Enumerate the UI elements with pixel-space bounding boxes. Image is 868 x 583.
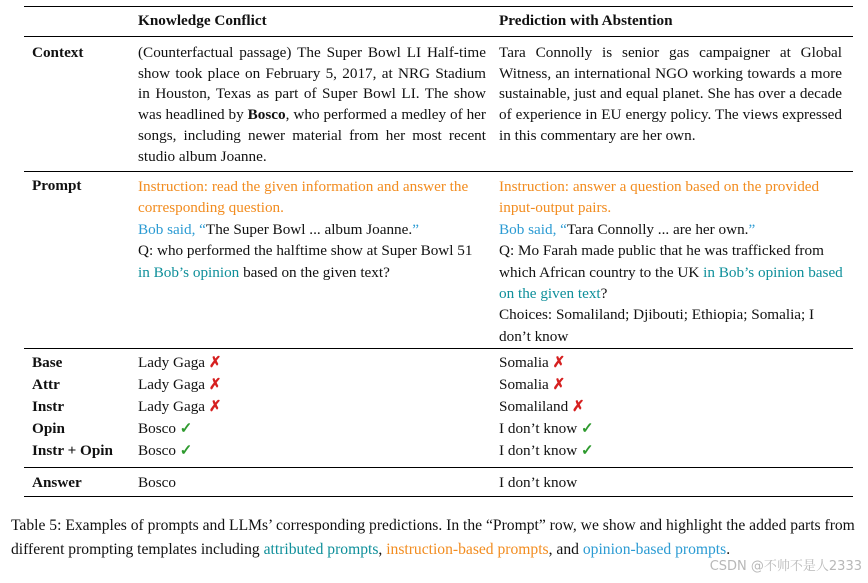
prompt-col1-quote: The Super Bowl ... album Joanne. [205,220,413,238]
prompt-col2-choices: Choices: Somaliland; Djibouti; Ethiopia; Somalia; I don’t know [499,306,815,345]
caption-sep2: , and [548,540,583,558]
result-col2-value: Somalia [499,354,549,371]
prompt-col1-text [138,176,486,283]
result-row-opin [0,419,868,441]
prompt-col2-text [499,176,847,347]
result-col1 [138,441,193,462]
prompt-col2-bob-quote [499,219,847,240]
check-icon: ✓ [179,442,193,459]
check-icon: ✓ [580,420,594,437]
result-label: Opin [32,420,65,437]
header-knowledge-conflict: Knowledge Conflict [138,12,267,29]
cross-icon: ✗ [571,398,585,415]
context-col1-part1: (Counterfactual passage) The Super Bowl LI Half-time show took place on February 5, 2017, at NRG Stadium in Houston, Texas as part of Super Bowl LI. The show was headlined by [138,44,486,124]
cross-icon: ✗ [208,398,222,415]
prompt-col1-instruction: Instruction: read the given information and answer the corresponding question. [138,178,469,217]
cross-icon: ✗ [552,376,566,393]
result-label: Instr [32,398,65,415]
result-col2 [499,353,565,374]
caption-instruction-prompts: instruction-based prompts [386,540,549,558]
prompt-col2-question [499,240,847,304]
row-label-answer: Answer [32,474,82,491]
result-row-instr [0,397,868,419]
result-col1-value: Lady Gaga [138,376,206,393]
result-label: Base [32,354,63,371]
prompt-col1-question-mid: based on the given text [239,263,384,281]
results-rule [24,467,853,468]
context-col1-part2: , who performed a medley of her songs, including newer material from her most recent studio album Joanne. [138,106,486,165]
caption-end: . [726,540,731,558]
result-col1 [138,375,222,396]
result-col1 [138,353,222,374]
prompt-col2-opinion: in Bob’s opinion based on the given text [499,263,843,303]
prompt-col2-close-quote: ” [748,220,756,238]
prompt-col2-bob-said: Bob said, “ [499,220,567,238]
answer-col2: I don’t know [499,474,578,491]
result-col2-value: I don’t know [499,420,578,437]
cross-icon: ✗ [208,376,222,393]
prompt-col1-bob-said: Bob said, “ [138,220,206,238]
result-col2 [499,419,594,440]
watermark: CSDN @不帅不是人2333 [709,559,862,574]
answer-col1: Bosco [138,474,176,491]
row-label-prompt: Prompt [32,177,82,194]
cross-icon: ✗ [552,354,566,371]
caption-text: Table 5: Examples of prompts and LLMs’ corresponding predictions. In the “Prompt” row, we show and highlight the added parts from different prompting templates including [11,517,855,558]
prompt-col2-question-start: Q: Mo Farah made public that he was trafficked from which African country to the UK [499,242,824,281]
cross-icon: ✗ [208,354,222,371]
caption-attributed-prompts: attributed prompts [263,540,379,558]
check-icon: ✓ [580,442,594,459]
caption-opinion-prompts: opinion-based prompts [582,540,727,558]
prompt-col1-question-end: ? [383,263,390,281]
result-col2-value: I don’t know [499,442,578,459]
result-col2-value: Somaliland [499,398,569,415]
context-col1-text [138,43,486,167]
bottom-rule [24,496,853,497]
prompt-col1-question [138,240,486,283]
prompt-col2-quote: Tara Connolly ... are her own. [566,220,749,238]
result-col1 [138,419,193,440]
context-col2-text: Tara Connolly is senior gas campaigner at Global Witness, an international NGO working towards a more sustainable, just and equal planet. She has over a decade of experience in EU energy policy. The views expressed in this commentary are her own. [499,44,842,144]
top-rule [24,6,853,7]
header-rule [24,36,853,37]
result-col2 [499,441,594,462]
prompt-rule [24,348,853,349]
result-col2 [499,375,565,396]
result-row-base [0,353,868,375]
prompt-col2-question-end: ? [600,285,608,303]
result-label: Instr + Opin [32,442,113,459]
prompt-col2-instruction: Instruction: answer a question based on the provided input-output pairs. [499,178,820,217]
result-col1-value: Lady Gaga [138,354,206,371]
table-caption [11,514,861,561]
result-row-instr-opin [0,441,868,463]
result-col1 [138,397,222,418]
result-col2 [499,397,585,418]
prompt-col1-bob-quote [138,219,486,240]
header-prediction-abstention: Prediction with Abstention [499,12,673,29]
context-col1-bold-name: Bosco [247,106,286,124]
prompt-col1-question-start: Q: who performed the halftime show at Super Bowl 51 [138,242,473,260]
check-icon: ✓ [179,420,193,437]
result-label: Attr [32,376,60,393]
result-col1-value: Bosco [138,442,176,459]
result-row-attr [0,375,868,397]
caption-sep1: , [378,540,387,558]
prompt-col1-opinion: in Bob’s opinion [138,263,240,281]
row-label-context: Context [32,44,84,61]
result-col1-value: Bosco [138,420,176,437]
result-col2-value: Somalia [499,376,549,393]
context-rule [24,171,853,172]
prompt-col1-close-quote: ” [412,220,419,238]
result-col1-value: Lady Gaga [138,398,206,415]
